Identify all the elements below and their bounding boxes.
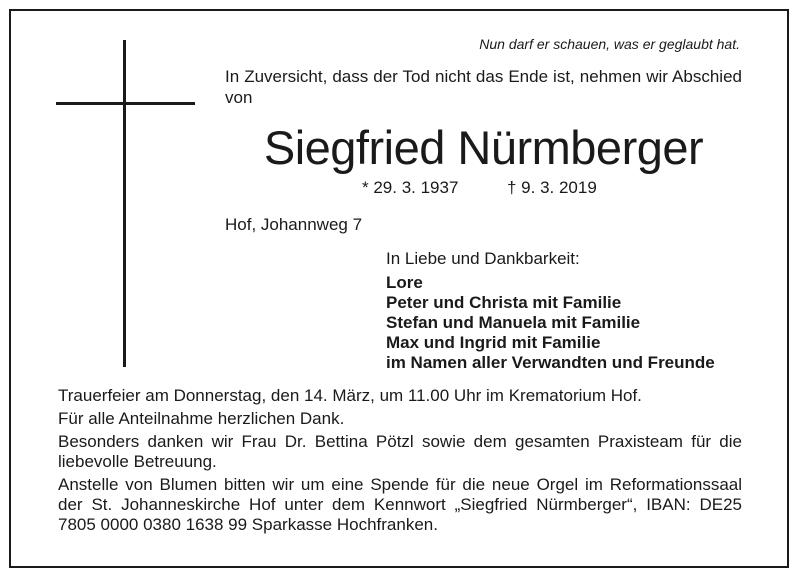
mourners-list [386,273,715,373]
address: Hof, Johannweg 7 [225,215,363,234]
birth-date: * 29. 3. 1937 [362,178,459,197]
intro-text: In Zuversicht, dass der Tod nicht das Ende ist, nehmen wir Abschied von [225,67,742,107]
mourner-item: Stefan und Manuela mit Familie [386,313,641,332]
gratitude-text: Für alle Anteilnahme herzlichen Dank. [58,409,345,428]
death-date: † 9. 3. 2019 [507,178,597,197]
donation-text: Anstelle von Blumen bitten wir um eine Spende für die neue Orgel im Reformationssaal der St. Johanneskirche Hof unter dem Kennwort „Siegfried Nürmberger“, IBAN: DE25 7805 0000 0380 1638 99 Sparkasse Hochfranken. [58,475,742,534]
special-thanks-text: Besonders danken wir Frau Dr. Bettina Pötzl sowie dem gesamten Praxisteam für die liebevolle Betreuung. [58,432,742,471]
mourner-item: im Namen aller Verwandten und Freunde [386,353,715,372]
cross-vertical-bar [123,40,126,367]
mourner-item: Peter und Christa mit Familie [386,293,622,312]
motto: Nun darf er schauen, was er geglaubt hat. [479,36,740,52]
funeral-info: Trauerfeier am Donnerstag, den 14. März, um 11.00 Uhr im Krematorium Hof. [58,386,642,405]
footer [58,386,742,538]
mourner-item: Max und Ingrid mit Familie [386,333,601,352]
mourner-item: Lore [386,273,423,292]
thanks-heading: In Liebe und Dankbarkeit: [386,249,580,268]
cross-horizontal-bar [56,102,195,105]
deceased-name: Siegfried Nürmberger [263,121,704,174]
